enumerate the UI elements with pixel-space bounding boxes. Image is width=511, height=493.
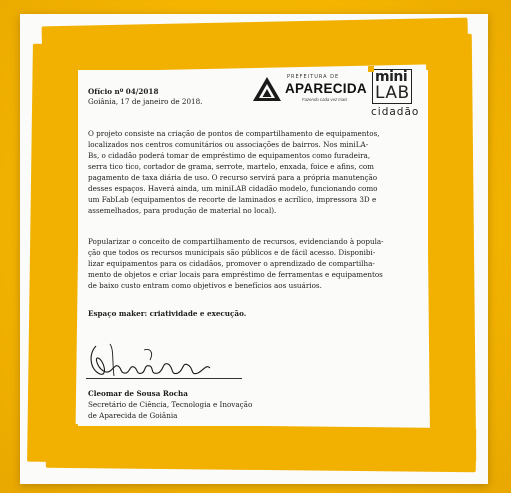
prefeitura-name: APARECIDA xyxy=(285,81,367,96)
p1-line: desses espaços. Haverá ainda, um miniLAB cidadão modelo, funcionando como xyxy=(88,184,378,193)
prefeitura-logo xyxy=(252,74,367,106)
oficio-number: Ofício nº 04/2018 xyxy=(88,87,159,96)
minilab-accent xyxy=(368,66,374,72)
prefeitura-emblem-icon xyxy=(252,76,282,102)
p1-line: O projeto consiste na criação de pontos de compartilhamento de equipamentos, xyxy=(88,129,380,138)
signature-line xyxy=(86,378,242,379)
tape-bottom xyxy=(46,424,476,473)
p2-line: Popularizar o conceito de compartilhamento de recursos, evidenciando à popula- xyxy=(88,237,384,246)
p1-line: um FabLab (equipamentos de recorte de laminados e acrílico, impressora 3D e xyxy=(88,195,377,204)
minilab-mini: mini xyxy=(375,69,408,85)
signer-role-city: de Aparecida de Goiânia xyxy=(88,411,178,420)
tape-top xyxy=(42,18,469,73)
signer-role: Secretário de Ciência, Tecnologia e Inovação xyxy=(88,400,253,409)
tape-right xyxy=(426,34,476,462)
prefeitura-label: PREFEITURA DE xyxy=(287,74,340,80)
p1-line: Bs, o cidadão poderá tomar de empréstimo de equipamentos como furadeira, xyxy=(88,151,371,160)
p2-line: ção que todos os recursos municipais são públicos e de fácil acesso. Disponibi- xyxy=(88,248,376,257)
tape-left xyxy=(27,44,81,463)
handwritten-signature xyxy=(84,340,224,382)
p2-line: mento de objetos e criar locais para empréstimo de ferramentas e equipamentos xyxy=(88,270,383,279)
p1-line: serra tico tico, cortador de grama, serrote, martelo, enxada, foice e afins, com xyxy=(88,162,374,171)
signer-name: Cleomar de Sousa Rocha xyxy=(88,389,188,398)
minilab-cidadao: cidadão xyxy=(371,106,420,118)
p1-line: localizados nos centros comunitários ou associações de bairros. Nos miniLA- xyxy=(88,140,369,149)
minilab-logo xyxy=(368,66,418,122)
p2-line: de baixo custo entram como objetivos e benefícios aos usuários. xyxy=(88,281,322,290)
p2-line: lizar equipamentos para os cidadãos, promover o aprendizado de compartilha- xyxy=(88,259,375,268)
prefeitura-slogan: Fazendo cada vez mais xyxy=(302,97,348,102)
closing-statement: Espaço maker: criatividade e execução. xyxy=(88,309,247,318)
minilab-lab: LAB xyxy=(375,83,410,103)
p1-line: pagamento de taxa diária de uso. O recurso servirá para a própria manutenção xyxy=(88,173,378,182)
p1-line: assemelhados, para produção de material no local). xyxy=(88,206,277,215)
letter-date: Goiânia, 17 de janeiro de 2018. xyxy=(88,97,203,106)
